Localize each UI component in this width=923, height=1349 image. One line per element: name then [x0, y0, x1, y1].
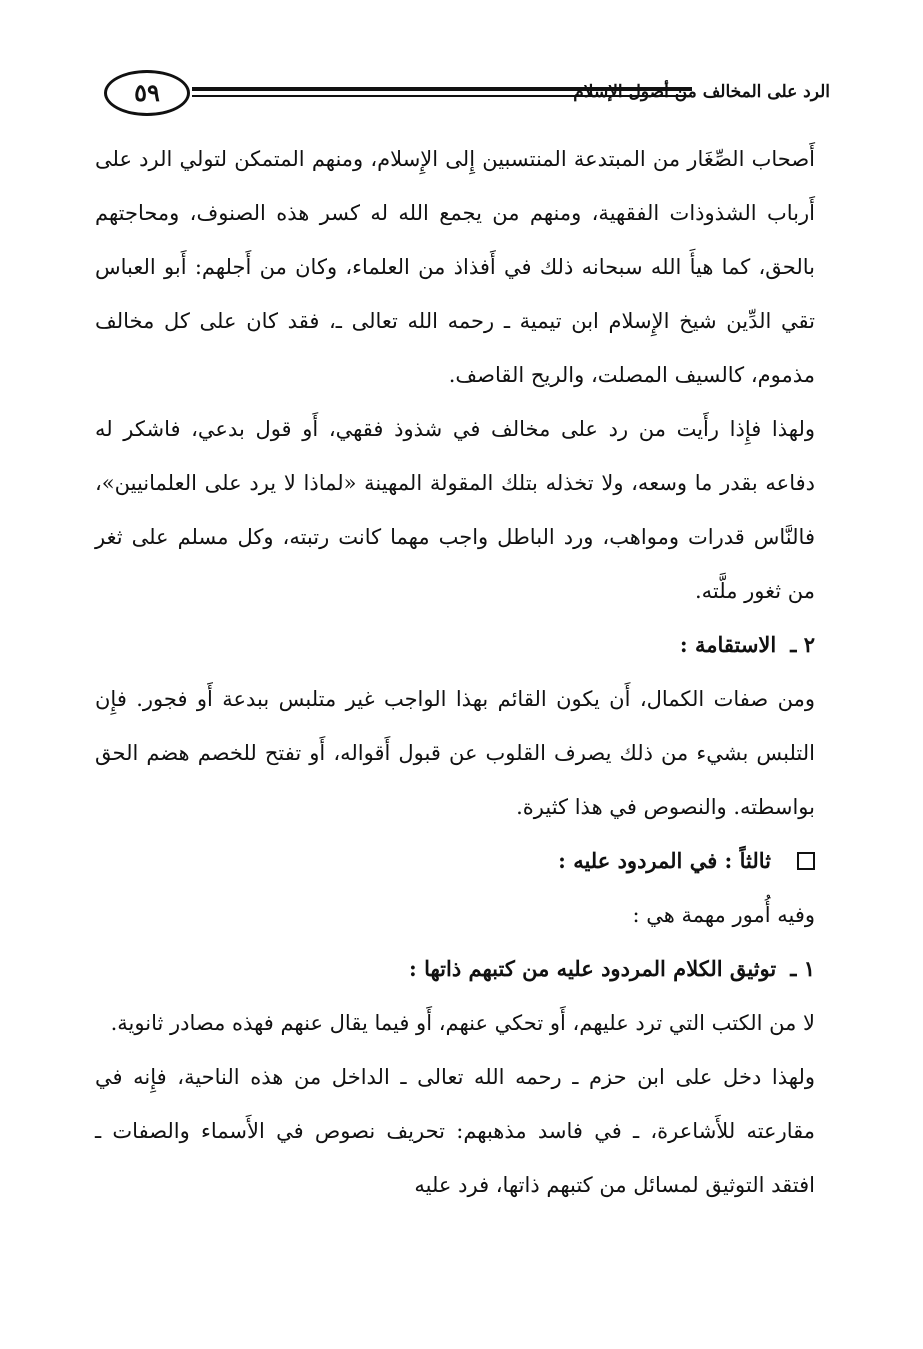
page-number-badge	[104, 70, 190, 116]
heading-number: ٢ ـ	[790, 632, 815, 657]
heading-thalithan	[95, 834, 815, 888]
heading-tawthiq	[95, 942, 815, 996]
page-number: ٥٩	[134, 78, 160, 107]
square-bullet-icon	[797, 852, 815, 870]
page-header	[100, 62, 830, 122]
heading-text: الاستقامة :	[679, 632, 777, 657]
paragraph-2: ولهذا فإِذا رأَيت من رد على مخالف في شذوذ فقهي، أَو قول بدعي، فاشكر له دفاعه بقدر ما وسعه، ولا تخذله بتلك المقولة المهينة «لماذا لا يرد على العلمانيين»، فالنَّاس قدرات ومواهب، ورد الباطل واجب مهما كانت رتبته، وكل مسلم على ثغر من ثغور ملَّته.	[95, 417, 815, 603]
paragraph-5: لا من الكتب التي ترد عليهم، أَو تحكي عنهم، أَو فيما يقال عنهم فهذه مصادر ثانوية.	[110, 1011, 815, 1035]
paragraph-4: وفيه أُمور مهمة هي :	[632, 903, 815, 927]
paragraph-1: أَصحاب الصِّغَار من المبتدعة المنتسبين إِلى الإِسلام، ومنهم المتمكن لتولي الرد على أَرباب الشذوذات الفقهية، ومنهم من يجمع الله له كسر هذه الصنوف، ومحاجتهم بالحق، كما هيأَ الله سبحانه ذلك في أَفذاذ من العلماء، وكان من أَجلهم: أَبو العباس تقي الدِّين شيخ الإِسلام ابن تيمية ـ رحمه الله تعالى ـ، فقد كان على كل مخالف مذموم، كالسيف المصلت، والريح القاصف.	[95, 147, 815, 387]
heading-number: ١ ـ	[790, 956, 815, 981]
heading-text: توثيق الكلام المردود عليه من كتبهم ذاتها :	[409, 956, 777, 981]
heading-istiqama	[95, 618, 815, 672]
paragraph-3: ومن صفات الكمال، أَن يكون القائم بهذا الواجب غير متلبس ببدعة أَو فجور. فإِن التلبس بشيء من ذلك يصرف القلوب عن قبول أَقواله، أَو تفتح للخصم هضم الحق بواسطته. والنصوص في هذا كثيرة.	[95, 687, 815, 819]
paragraph-6: ولهذا دخل على ابن حزم ـ رحمه الله تعالى ـ الداخل من هذه الناحية، فإِنه في مقارعته للأَشاعرة، ـ في فاسد مذهبهم: تحريف نصوص في الأَسماء والصفات ـ افتقد التوثيق لمسائل من كتبهم ذاتها، فرد عليه	[95, 1065, 816, 1197]
running-title: الرد على المخالف من أصول الإسلام	[573, 82, 830, 102]
page-body	[95, 132, 815, 1212]
heading-text: ثالثاً : في المردود عليه :	[558, 848, 771, 873]
